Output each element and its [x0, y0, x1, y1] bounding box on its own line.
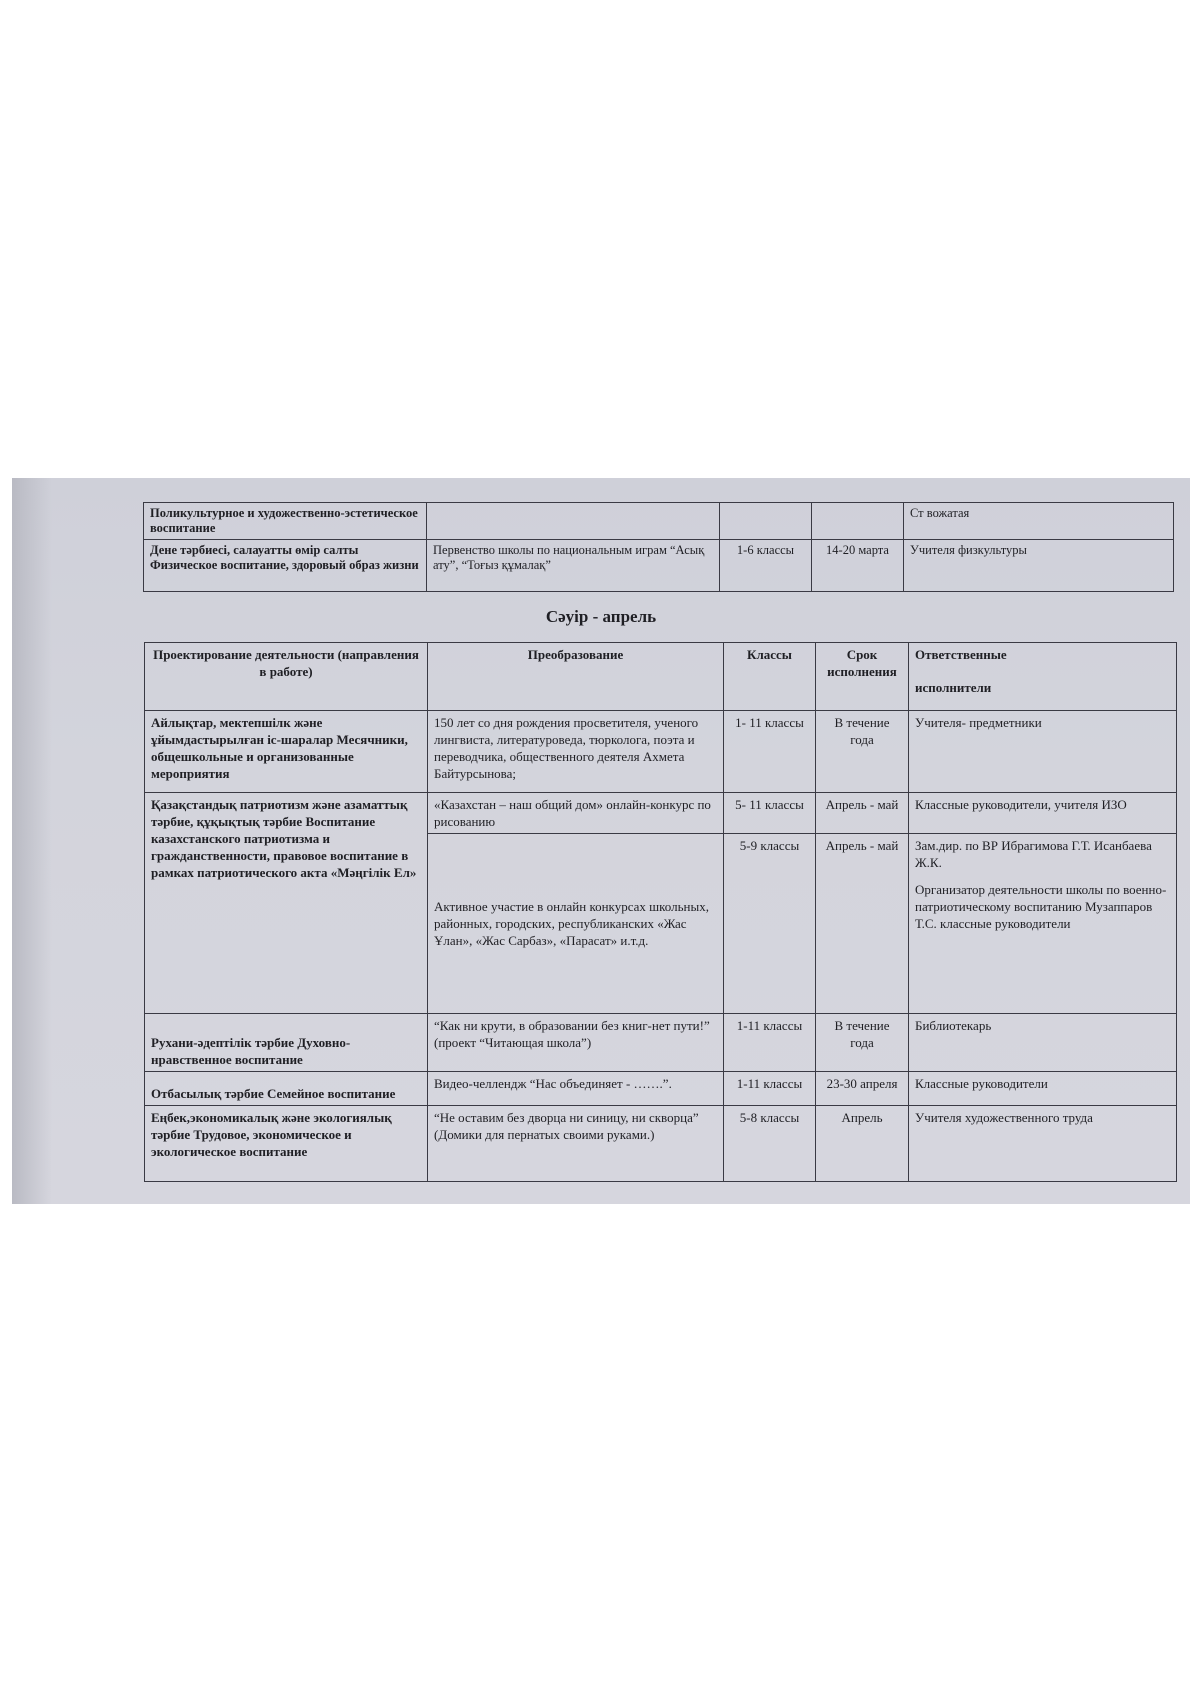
classes-cell: 1- 11 классы	[724, 711, 816, 793]
term-cell	[812, 503, 904, 540]
responsible-cell	[909, 834, 1177, 1014]
classes-cell: 5-9 классы	[724, 834, 816, 1014]
direction-cell: Дене тәрбиесі, салауатты өмір салты Физическое воспитание, здоровый образ жизни	[144, 540, 427, 592]
responsible-gap	[915, 871, 1170, 881]
event-cell: Первенство школы по национальным играм “Асық ату”, “Тоғыз құмалақ”	[427, 540, 720, 592]
event-cell: “Как ни крути, в образовании без книг-нет пути!” (проект “Читающая школа”)	[428, 1014, 724, 1072]
responsible-cell: Учителя- предметники	[909, 711, 1177, 793]
direction-cell: Рухани-әдептілік тәрбие Духовно- нравственное воспитание	[145, 1014, 428, 1072]
table-header-row	[145, 643, 1177, 711]
term-cell: В течение года	[816, 1014, 909, 1072]
responsible-cell: Учителя физкультуры	[904, 540, 1174, 592]
responsible-line: Организатор деятельности школы по военно-патриотическому воспитанию Музаппаров Т.С. классные руководители	[915, 882, 1167, 931]
table-row	[145, 1072, 1177, 1106]
responsible-cell: Классные руководители, учителя ИЗО	[909, 793, 1177, 834]
term-cell: Апрель	[816, 1106, 909, 1182]
term-cell: Апрель - май	[816, 793, 909, 834]
event-cell: “Не оставим без дворца ни синицу, ни скворца” (Домики для пернатых своими руками.)	[428, 1106, 724, 1182]
event-cell	[427, 503, 720, 540]
header-direction: Проектирование деятельности (направления в работе)	[145, 643, 428, 711]
classes-cell	[720, 503, 812, 540]
header-responsible	[909, 643, 1177, 711]
term-cell: В течение года	[816, 711, 909, 793]
header-gap	[915, 663, 1170, 679]
table-row	[145, 711, 1177, 793]
responsible-cell: Библиотекарь	[909, 1014, 1177, 1072]
term-cell: 14-20 марта	[812, 540, 904, 592]
header-responsible-line1: Ответственные	[915, 647, 1007, 662]
table-row	[145, 1106, 1177, 1182]
classes-cell: 1-11 классы	[724, 1014, 816, 1072]
top-table	[143, 502, 1174, 592]
event-cell: Активное участие в онлайн конкурсах школьных, районных, городских, республиканских «Жас Ұлан», «Жас Сарбаз», «Парасат» и.т.д.	[428, 834, 724, 1014]
responsible-cell: Учителя художественного труда	[909, 1106, 1177, 1182]
term-cell: 23-30 апреля	[816, 1072, 909, 1106]
direction-cell: Поликультурное и художественно-эстетическое воспитание	[144, 503, 427, 540]
header-responsible-line2: исполнители	[915, 680, 992, 695]
header-term: Срок исполнения	[816, 643, 909, 711]
classes-cell: 5-8 классы	[724, 1106, 816, 1182]
table-row	[145, 1014, 1177, 1072]
direction-cell: Еңбек,экономикалық және экологиялық тәрбие Трудовое, экономическое и экологическое воспитание	[145, 1106, 428, 1182]
document-photo	[12, 478, 1190, 1204]
direction-cell: Отбасылық тәрбие Семейное воспитание	[145, 1072, 428, 1106]
main-table	[144, 642, 1177, 1182]
header-event: Преобразование	[428, 643, 724, 711]
section-title: Сәуір - апрель	[545, 607, 657, 626]
table-row	[144, 540, 1174, 592]
classes-cell: 1-6 классы	[720, 540, 812, 592]
classes-cell: 1-11 классы	[724, 1072, 816, 1106]
table-row	[145, 793, 1177, 834]
event-cell: 150 лет со дня рождения просветителя, ученого лингвиста, литературоведа, тюрколога, поэта и переводчика, общественного деятеля Ахмета Байтурсынова;	[428, 711, 724, 793]
direction-cell: Қазақстандық патриотизм және азаматтық тәрбие, құқықтық тәрбие Воспитание казахстанского патриотизма и гражданственности, правовое воспитание в рамках патриотического акта «Мәңгілік Ел»	[145, 793, 428, 1014]
responsible-cell: Ст вожатая	[904, 503, 1174, 540]
direction-cell: Айлықтар, мектепшілк және ұйымдастырылған іс-шаралар Месячники, общешкольные и организованные мероприятия	[145, 711, 428, 793]
header-classes: Классы	[724, 643, 816, 711]
event-cell: Видео-челлендж “Нас объединяет - …….”.	[428, 1072, 724, 1106]
photo-shadow	[12, 478, 52, 1204]
classes-cell: 5- 11 классы	[724, 793, 816, 834]
term-cell: Апрель - май	[816, 834, 909, 1014]
table-row	[144, 503, 1174, 540]
responsible-cell: Классные руководители	[909, 1072, 1177, 1106]
event-cell: «Казахстан – наш общий дом» онлайн-конкурс по рисованию	[428, 793, 724, 834]
responsible-line: Зам.дир. по ВР Ибрагимова Г.Т. Исанбаева Ж.К.	[915, 838, 1152, 870]
